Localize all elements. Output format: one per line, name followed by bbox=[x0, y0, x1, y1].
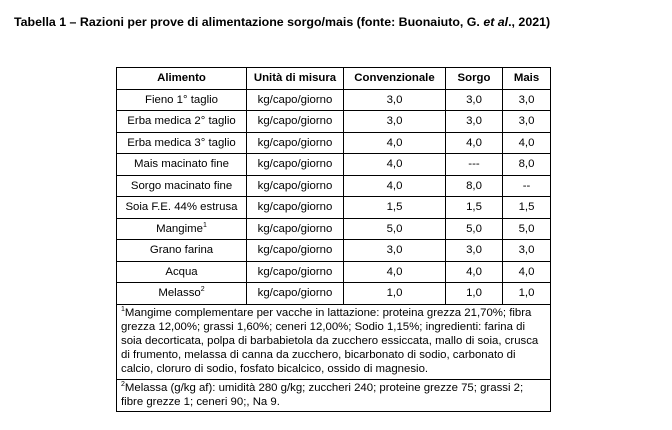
cell-unit: kg/capo/giorno bbox=[247, 197, 344, 219]
cell-mais: 3,0 bbox=[503, 111, 551, 133]
cell-conv: 1,0 bbox=[344, 283, 446, 305]
table-row bbox=[117, 261, 551, 283]
table-row bbox=[117, 283, 551, 305]
cell-sorgo: 4,0 bbox=[446, 132, 503, 154]
footnote-2 bbox=[117, 379, 551, 411]
cell-unit: kg/capo/giorno bbox=[247, 132, 344, 154]
table-caption bbox=[14, 15, 550, 29]
cell-sorgo: --- bbox=[446, 154, 503, 176]
alimento-name: Sorgo macinato fine bbox=[130, 179, 233, 192]
cell-alimento bbox=[117, 218, 247, 240]
cell-unit: kg/capo/giorno bbox=[247, 283, 344, 305]
cell-unit: kg/capo/giorno bbox=[247, 240, 344, 262]
cell-mais: 1,0 bbox=[503, 283, 551, 305]
header-sorgo: Sorgo bbox=[446, 68, 503, 90]
footnote-text: Melassa (g/kg af): umidità 280 g/kg; zuccheri 240; proteine grezze 75; grassi 2; fibre grezze 1; ceneri 90;, Na 9. bbox=[121, 381, 524, 408]
alimento-name: Fieno 1° taglio bbox=[145, 93, 218, 106]
cell-mais: 5,0 bbox=[503, 218, 551, 240]
cell-unit: kg/capo/giorno bbox=[247, 261, 344, 283]
footnote-1 bbox=[117, 304, 551, 379]
header-unita: Unità di misura bbox=[247, 68, 344, 90]
cell-sorgo: 1,5 bbox=[446, 197, 503, 219]
footnote-number: 2 bbox=[121, 380, 125, 388]
caption-etal: et al bbox=[483, 15, 509, 29]
header-convenzionale: Convenzionale bbox=[344, 68, 446, 90]
alimento-name: Erba medica 2° taglio bbox=[127, 115, 236, 128]
cell-alimento bbox=[117, 175, 247, 197]
caption-suffix: ., 2021) bbox=[508, 15, 551, 29]
cell-alimento bbox=[117, 240, 247, 262]
cell-mais: 4,0 bbox=[503, 261, 551, 283]
cell-conv: 3,0 bbox=[344, 111, 446, 133]
cell-conv: 1,5 bbox=[344, 197, 446, 219]
cell-conv: 4,0 bbox=[344, 154, 446, 176]
table-row bbox=[117, 218, 551, 240]
header-alimento: Alimento bbox=[117, 68, 247, 90]
cell-alimento bbox=[117, 132, 247, 154]
cell-conv: 3,0 bbox=[344, 89, 446, 111]
cell-sorgo: 1,0 bbox=[446, 283, 503, 305]
cell-alimento bbox=[117, 154, 247, 176]
cell-alimento bbox=[117, 89, 247, 111]
header-row bbox=[117, 68, 551, 90]
cell-conv: 5,0 bbox=[344, 218, 446, 240]
cell-sorgo: 8,0 bbox=[446, 175, 503, 197]
cell-mais: 4,0 bbox=[503, 132, 551, 154]
cell-alimento bbox=[117, 261, 247, 283]
footnote-number: 1 bbox=[121, 305, 125, 313]
cell-sorgo: 4,0 bbox=[446, 261, 503, 283]
alimento-name: Mangime bbox=[156, 222, 203, 235]
cell-conv: 3,0 bbox=[344, 240, 446, 262]
header-mais: Mais bbox=[503, 68, 551, 90]
cell-unit: kg/capo/giorno bbox=[247, 111, 344, 133]
footnote-row bbox=[117, 304, 551, 379]
cell-mais: 1,5 bbox=[503, 197, 551, 219]
alimento-name: Soia F.E. 44% estrusa bbox=[125, 201, 238, 214]
table-row bbox=[117, 240, 551, 262]
alimento-name: Melasso bbox=[158, 287, 201, 300]
cell-unit: kg/capo/giorno bbox=[247, 218, 344, 240]
cell-conv: 4,0 bbox=[344, 175, 446, 197]
cell-sorgo: 3,0 bbox=[446, 111, 503, 133]
ration-table bbox=[116, 67, 551, 412]
cell-conv: 4,0 bbox=[344, 261, 446, 283]
cell-conv: 4,0 bbox=[344, 132, 446, 154]
cell-mais: 8,0 bbox=[503, 154, 551, 176]
footnote-marker: 1 bbox=[202, 221, 207, 229]
table-row bbox=[117, 175, 551, 197]
cell-unit: kg/capo/giorno bbox=[247, 175, 344, 197]
table-row bbox=[117, 154, 551, 176]
cell-unit: kg/capo/giorno bbox=[247, 89, 344, 111]
footnote-row bbox=[117, 379, 551, 411]
table-row bbox=[117, 197, 551, 219]
cell-unit: kg/capo/giorno bbox=[247, 154, 344, 176]
table-row bbox=[117, 89, 551, 111]
cell-alimento bbox=[117, 197, 247, 219]
table-row bbox=[117, 132, 551, 154]
footnote-marker: 2 bbox=[200, 286, 205, 294]
alimento-name: Mais macinato fine bbox=[134, 158, 229, 171]
footnote-text: Mangime complementare per vacche in lattazione: proteina grezza 21,70%; fibra grezza 12,00%; grassi 1,60%; ceneri 12,00%; Sodio 1,15%; ingredienti: farina di soia decorticata, polpa di barbabietola da zucchero essiccata, mallo di soia, crusca di frumento, melassa di canna da zucchero, bicarbonato di sodio, carbonato di calcio, cloruro di sodio, fosfato bicalcico, ossido di magnesio. bbox=[121, 306, 539, 376]
cell-mais: 3,0 bbox=[503, 240, 551, 262]
cell-mais: 3,0 bbox=[503, 89, 551, 111]
table-row bbox=[117, 111, 551, 133]
alimento-name: Acqua bbox=[165, 265, 198, 278]
cell-mais: -- bbox=[503, 175, 551, 197]
cell-alimento bbox=[117, 283, 247, 305]
cell-sorgo: 3,0 bbox=[446, 89, 503, 111]
alimento-name: Erba medica 3° taglio bbox=[127, 136, 236, 149]
cell-alimento bbox=[117, 111, 247, 133]
alimento-name: Grano farina bbox=[149, 244, 214, 257]
cell-sorgo: 5,0 bbox=[446, 218, 503, 240]
cell-sorgo: 3,0 bbox=[446, 240, 503, 262]
caption-prefix: Tabella 1 – Razioni per prove di alimentazione sorgo/mais (fonte: Buonaiuto, G. bbox=[14, 15, 484, 29]
